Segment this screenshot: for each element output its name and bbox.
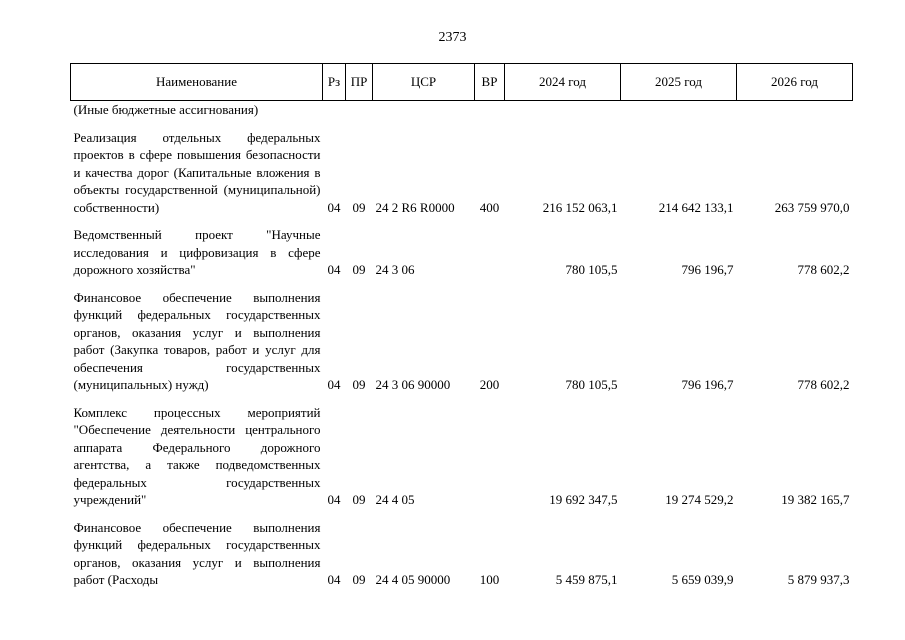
header-2026: 2026 год [737, 64, 853, 101]
row-pr: 09 [352, 377, 366, 392]
header-csr: ЦСР [373, 64, 475, 101]
table-header-row [71, 64, 853, 101]
row-2024 [505, 101, 621, 119]
row-rz: 04 [327, 199, 341, 215]
row-2026: 19 382 165,7 [781, 492, 850, 507]
row-2026: 5 879 937,3 [787, 572, 850, 587]
row-2025: 796 196,7 [681, 377, 734, 392]
row-2024: 216 152 063,1 [542, 199, 618, 215]
row-2026: 778 602,2 [797, 377, 850, 392]
row-2024: 19 692 347,5 [549, 492, 618, 507]
row-pr: 09 [352, 572, 366, 587]
table-row [71, 226, 853, 279]
row-2025: 5 659 039,9 [671, 572, 734, 587]
row-2025: 19 274 529,2 [665, 492, 734, 507]
row-2024: 780 105,5 [565, 377, 618, 392]
row-2025: 214 642 133,1 [658, 199, 734, 215]
row-name: Финансовое обеспечение выполнения функций федеральных государственных органов, оказания услуг и выполнения работ (Закупка товаров, работ и услуг для обеспечения государственных (муниципальных) нужд) [73, 289, 321, 392]
budget-table [70, 63, 853, 589]
row-csr: 24 3 06 [375, 262, 415, 277]
table-row [71, 129, 853, 217]
row-rz [323, 101, 346, 119]
row-2024: 5 459 875,1 [555, 572, 618, 587]
table-row [71, 519, 853, 589]
row-2025 [621, 101, 737, 119]
row-pr [346, 101, 373, 119]
row-name: Ведомственный проект "Научные исследования и цифровизация в сфере дорожного хозяйства" [73, 227, 321, 277]
row-pr: 09 [352, 492, 366, 507]
row-vr [475, 404, 505, 509]
row-csr [373, 101, 475, 119]
row-vr: 200 [479, 377, 500, 392]
page-number: 2373 [438, 30, 467, 45]
row-name: Реализация отдельных федеральных проектов в сфере повышения безопасности и качества дорог (Капитальные вложения в объекты государственной (муниципальной) собственности) [73, 129, 321, 215]
header-2024: 2024 год [505, 64, 621, 101]
row-rz: 04 [327, 492, 341, 507]
row-pr: 09 [352, 199, 366, 215]
table-row [71, 404, 853, 509]
row-rz: 04 [327, 377, 341, 392]
header-name: Наименование [71, 64, 323, 101]
row-name: (Иные бюджетные ассигнования) [73, 102, 259, 117]
row-csr: 24 4 05 90000 [375, 572, 451, 587]
row-2026: 778 602,2 [797, 262, 850, 277]
row-csr: 24 3 06 90000 [375, 377, 451, 392]
row-csr: 24 4 05 [375, 492, 415, 507]
header-rz: Рз [323, 64, 346, 101]
row-2026: 263 759 970,0 [774, 199, 850, 215]
row-2025: 796 196,7 [681, 262, 734, 277]
row-2026 [737, 101, 853, 119]
header-2025: 2025 год [621, 64, 737, 101]
row-pr: 09 [352, 262, 366, 277]
table-row [71, 101, 853, 119]
table-row [71, 289, 853, 394]
row-vr: 400 [479, 199, 500, 215]
row-2024: 780 105,5 [565, 262, 618, 277]
row-rz: 04 [327, 262, 341, 277]
row-vr: 100 [479, 572, 500, 587]
row-name: Финансовое обеспечение выполнения функций федеральных государственных органов, оказания услуг и выполнения работ (Расходы [73, 519, 321, 587]
row-name: Комплекс процессных мероприятий "Обеспечение деятельности центрального аппарата Федерального дорожного агентства, а также подведомственных федеральных государственных учреждений" [73, 404, 321, 507]
row-csr: 24 2 R6 R0000 [375, 199, 455, 215]
header-vr: ВР [475, 64, 505, 101]
row-rz: 04 [327, 572, 341, 587]
header-pr: ПР [346, 64, 373, 101]
row-vr [475, 226, 505, 279]
row-vr [475, 101, 505, 119]
